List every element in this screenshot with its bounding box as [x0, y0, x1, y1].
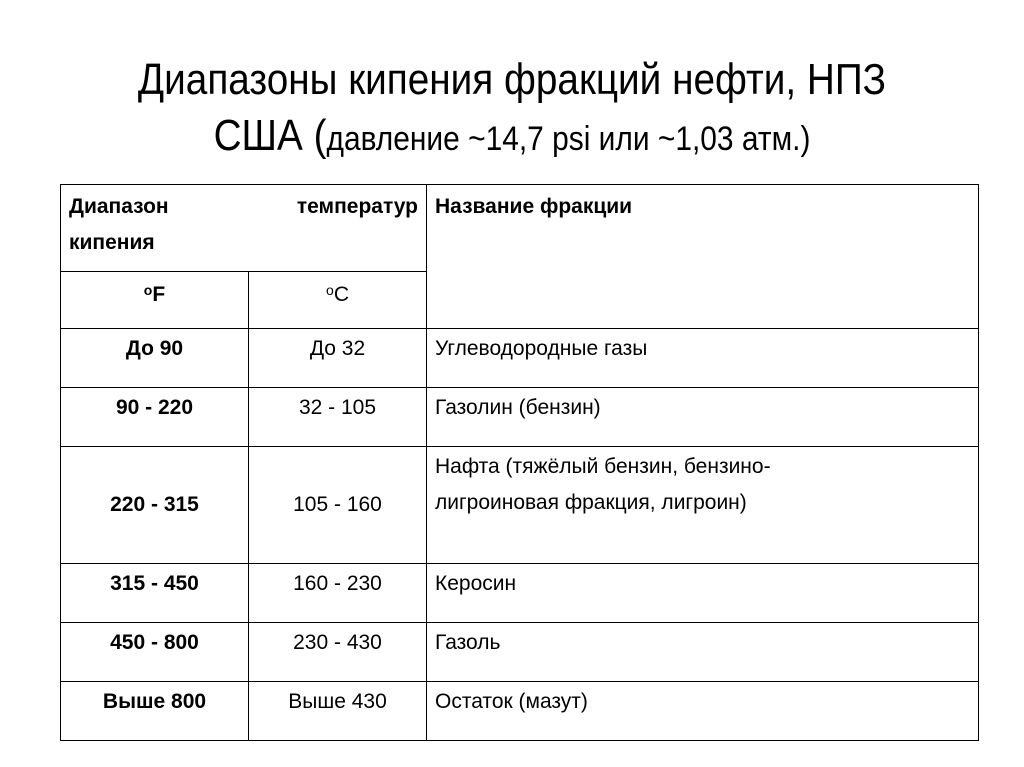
cell-celsius: 105 - 160	[249, 447, 427, 564]
cell-fahrenheit: До 90	[61, 329, 249, 388]
cell-celsius: 230 - 430	[249, 623, 427, 682]
cell-celsius: 32 - 105	[249, 388, 427, 447]
cell-fraction-name: Газолин (бензин)	[427, 388, 979, 447]
table-row	[61, 447, 979, 564]
cell-fahrenheit: 90 - 220	[61, 388, 249, 447]
cell-fahrenheit: 220 - 315	[61, 447, 249, 564]
table-row	[61, 564, 979, 623]
boiling-ranges-table	[60, 184, 979, 741]
cell-celsius: 160 - 230	[249, 564, 427, 623]
cell-fahrenheit: 450 - 800	[61, 623, 249, 682]
header-boiling-range: Диапазон температур кипения	[61, 185, 427, 272]
slide-title	[61, 52, 962, 167]
cell-fraction-name: Нафта (тяжёлый бензин, бензино-лигроиновая фракция, лигроин)	[427, 447, 979, 564]
header-fahrenheit: $^o$F	[61, 272, 249, 329]
table-row	[61, 388, 979, 447]
title-pressure-note: давление ~14,7 psi или ~1,03 атм.)	[326, 120, 811, 158]
title-line-2: США (давление ~14,7 psi или ~1,03 атм.)	[213, 111, 811, 160]
cell-celsius: Выше 430	[249, 682, 427, 741]
table-row	[61, 623, 979, 682]
cell-fraction-name: Газоль	[427, 623, 979, 682]
header-fraction-name: Название фракции	[427, 185, 979, 329]
header-celsius: $^o$C	[249, 272, 427, 329]
table-row	[61, 329, 979, 388]
table-row	[61, 682, 979, 741]
cell-celsius: До 32	[249, 329, 427, 388]
cell-fraction-name: Керосин	[427, 564, 979, 623]
title-line-1: Диапазоны кипения фракций нефти, НПЗ	[137, 55, 887, 104]
cell-fahrenheit: 315 - 450	[61, 564, 249, 623]
cell-fraction-name: Остаток (мазут)	[427, 682, 979, 741]
cell-fahrenheit: Выше 800	[61, 682, 249, 741]
cell-fraction-name: Углеводородные газы	[427, 329, 979, 388]
